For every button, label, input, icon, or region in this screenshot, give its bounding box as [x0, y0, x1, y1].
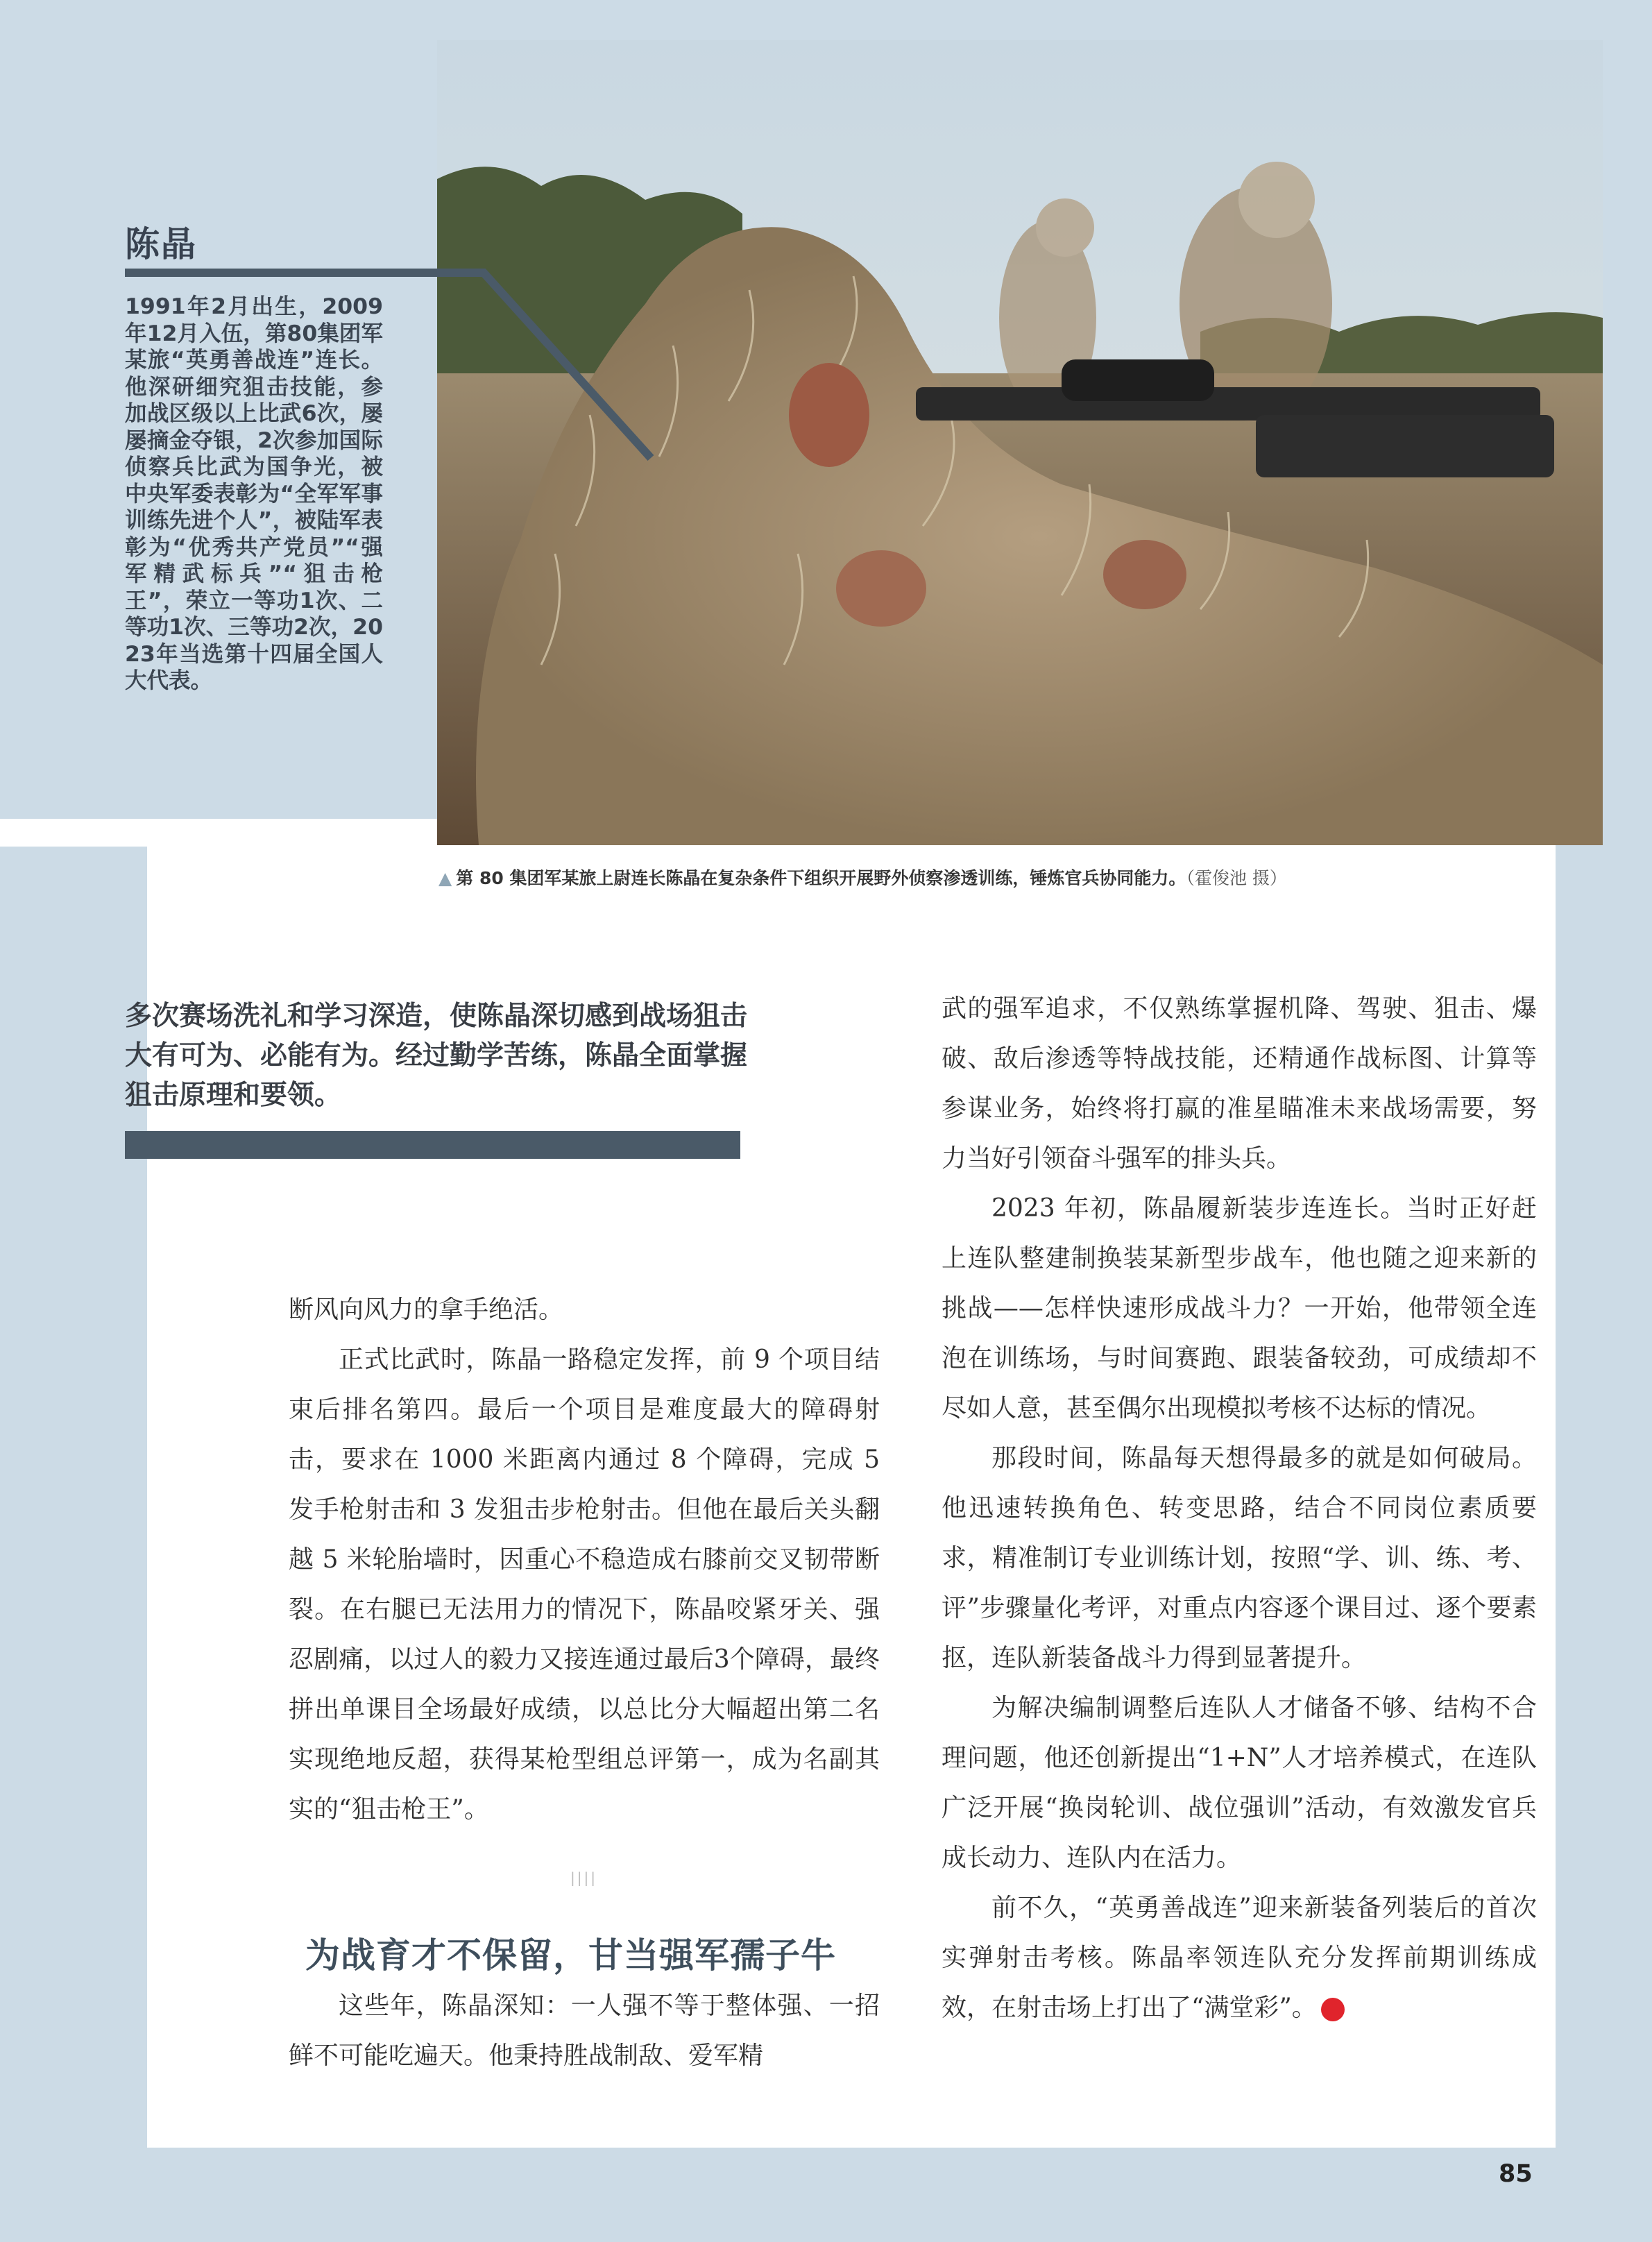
right-paragraph-4: 为解决编制调整后连队人才储备不够、结构不合理问题，他还创新提出“1+N”人才培养模式，在连队广泛开展“换岗轮训、战位强训”活动，有效激发官兵成长动力、连队内在活力。: [942, 1694, 1537, 1872]
profile-name: 陈晶: [125, 223, 197, 264]
pull-quote: 多次赛场洗礼和学习深造，使陈晶深切感到战场狙击大有可为、必能有为。经过勤学苦练，陈晶全面掌握狙击原理和要领。: [125, 1001, 748, 1111]
right-paragraph-3: 那段时间，陈晶每天想得最多的就是如何破局。他迅速转换角色、转变思路，结合不同岗位素质要求，精准制订专业训练计划，按照“学、训、练、考、评”步骤量化考评，对重点内容逐个课目过、逐个要素抠，连队新装备战斗力得到显著提升。: [942, 1444, 1537, 1672]
right-paragraph-2: 2023 年初，陈晶履新装步连连长。当时正好赶上连队整建制换装某新型步战车，他也随之迎来新的挑战——怎样快速形成战斗力？一开始，他带领全连泡在训练场，与时间赛跑、跟装备较劲，可成绩却不尽如人意，甚至偶尔出现模拟考核不达标的情况。: [942, 1194, 1537, 1423]
caption-triangle-icon: ▲: [438, 868, 452, 888]
left-column: [289, 1285, 880, 1835]
section-heading: 为战育才不保留，甘当强军孺子牛: [305, 1935, 836, 1976]
section-divider: ||||: [570, 1869, 597, 1886]
profile-bio: 1991年2月出生，2009年12月入伍，第80集团军某旅“英勇善战连”连长。他深研细究狙击技能，参加战区级以上比武6次，屡屡摘金夺银，2次参加国际侦察兵比武为国争光，被中央军委表彰为“全军军事训练先进个人”，被陆军表彰为“优秀共产党员”“强军精武标兵”“狙击枪王”，荣立一等功1次、二等功1次、三等功2次，2023年当选第十四届全国人大代表。: [125, 294, 383, 693]
right-paragraph-5-text: 前不久，“英勇善战连”迎来新装备列装后的首次实弹射击考核。陈晶率领连队充分发挥前期训练成效，在射击场上打出了“满堂彩”。: [942, 1894, 1537, 2022]
right-paragraph-5: [942, 1883, 1537, 2033]
pull-quote-bar: [125, 1131, 740, 1159]
section-paragraph-1: 这些年，陈晶深知：一人强不等于整体强、一招鲜不可能吃遍天。他秉持胜战制敌、爱军精: [289, 1992, 880, 2070]
page-number: 85: [1499, 2160, 1533, 2188]
right-paragraph-1: 武的强军追求，不仅熟练掌握机降、驾驶、狙击、爆破、敌后渗透等特战技能，还精通作战标图、计算等参谋业务，始终将打赢的准星瞄准未来战场需要，努力当好引领奋斗强军的排头兵。: [942, 994, 1537, 1173]
left-paragraph-1: 断风向风力的拿手绝活。: [289, 1296, 564, 1324]
sniper-photo: [437, 40, 1603, 845]
photo-caption: [438, 865, 1583, 890]
end-mark-icon: N: [1321, 1998, 1345, 2021]
caption-text: 第 80 集团军某旅上尉连长陈晶在复杂条件下组织开展野外侦察渗透训练，锤炼官兵协同能力。: [456, 868, 1186, 888]
section-column: [289, 1981, 880, 2081]
right-column: [942, 984, 1537, 2033]
left-paragraph-2: 正式比武时，陈晶一路稳定发挥，前 9 个项目结束后排名第四。最后一个项目是难度最大的障碍射击，要求在 1000 米距离内通过 8 个障碍，完成 5 发手枪射击和 3 发狙击步枪射击。但他在最后关头翻越 5 米轮胎墙时，因重心不稳造成右膝前交叉韧带断裂。在右腿已无法用力的情况下，陈晶咬紧牙关、强忍剧痛，以过人的毅力又接连通过最后3个障碍，最终拼出单课目全场最好成绩，以总比分大幅超出第二名实现绝地反超，获得某枪型组总评第一，成为名副其实的“狙击枪王”。: [289, 1345, 880, 1824]
photo-credit: （霍俊池 摄）: [1186, 868, 1287, 888]
